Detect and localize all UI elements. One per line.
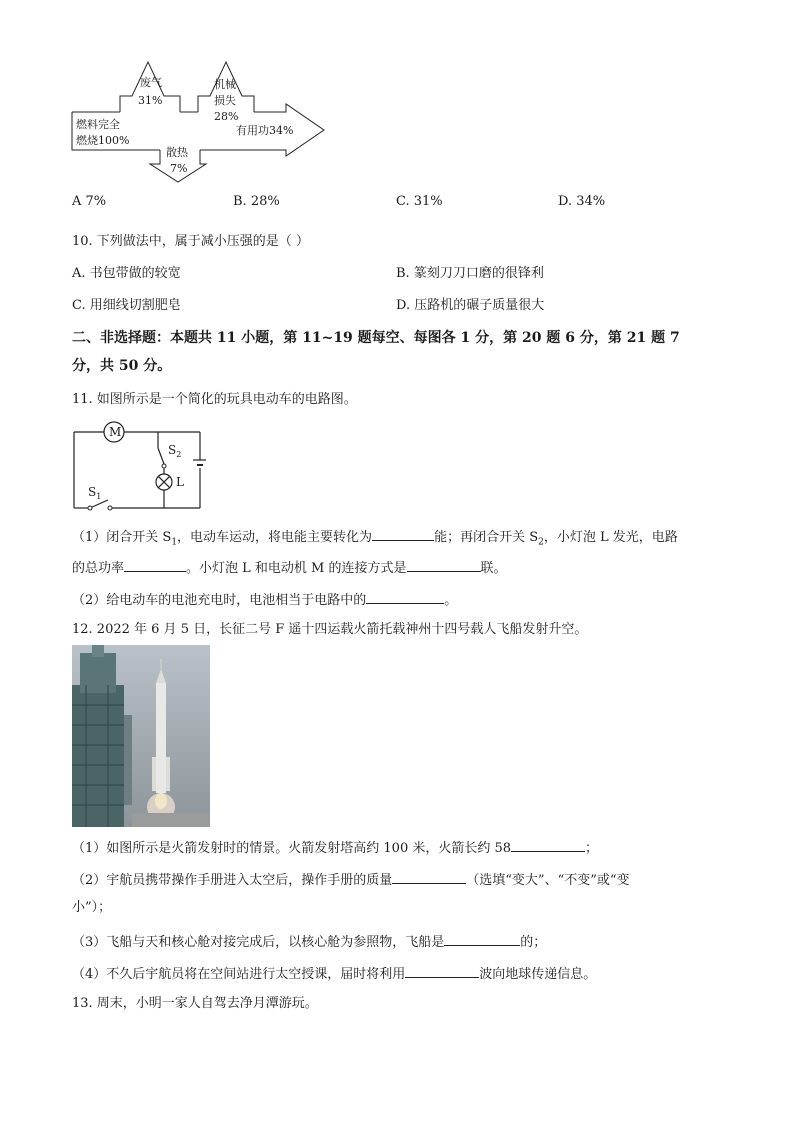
q12-part4: （4）不久后宇航员将在空间站进行太空授课，届时将利用 波向地球传递信息。: [72, 964, 596, 983]
q12-part1: （1）如图所示是火箭发射时的情景。火箭发射塔高约 100 米，火箭长约 58 ；: [72, 838, 598, 857]
q11-blank-power[interactable]: [124, 558, 186, 572]
q10-option-d: D. 压路机的碾子质量很大: [396, 298, 545, 313]
q9-option-a: A 7%: [72, 194, 107, 209]
exhaust-label: 废气: [140, 76, 162, 89]
q12-stem: 12. 2022 年 6 月 5 日，长征二号 F 遥十四运载火箭托载神州十四号载人飞船发射升空。: [72, 622, 588, 637]
exhaust-percent: 31%: [138, 94, 163, 107]
mechanical-percent: 28%: [214, 110, 239, 123]
motor-label: M: [109, 425, 122, 439]
q12-blank-wave[interactable]: [405, 964, 479, 978]
q12-part3: （3）飞船与天和核心舱对接完成后，以核心舱为参照物，飞船是 的；: [72, 932, 546, 951]
energy-flow-diagram: [68, 58, 330, 186]
mechanical-label-2: 损失: [214, 94, 236, 107]
q11-part1-line2: 的总功率 。小灯泡 L 和电动机 M 的连接方式是 联。: [72, 558, 507, 577]
q9-option-d: D. 34%: [558, 194, 606, 209]
q11-blank-connection[interactable]: [407, 558, 481, 572]
s2-label: $S_2$: [168, 443, 182, 459]
q9-option-b: B. 28%: [233, 194, 280, 209]
heat-label: 散热: [166, 146, 188, 159]
circuit-diagram: [70, 420, 206, 512]
mechanical-label-1: 机械: [214, 78, 236, 91]
lamp-label: L: [176, 475, 184, 489]
useful-label: 有用功34%: [236, 124, 294, 137]
q11-blank-battery[interactable]: [366, 590, 444, 604]
s1-label: $S_1$: [88, 485, 102, 501]
q13-stem: 13. 周末，小明一家人自驾去净月潭游玩。: [72, 996, 318, 1011]
input-label-1: 燃料完全: [76, 118, 120, 131]
input-label-2: 燃烧100%: [76, 134, 130, 147]
q12-blank-unit[interactable]: [511, 838, 585, 852]
rocket-launch-photo: [72, 645, 210, 827]
q10-option-a: A. 书包带做的较宽: [72, 266, 181, 281]
q11-part2: （2）给电动车的电池充电时，电池相当于电路中的 。: [72, 590, 457, 609]
section2-heading-line2: 分，共 50 分。: [72, 358, 172, 374]
q11-blank-energy[interactable]: [372, 527, 434, 541]
q12-blank-motion[interactable]: [444, 932, 520, 946]
q10-option-c: C. 用细线切割肥皂: [72, 298, 181, 313]
q12-part2-continued: 小”）；: [72, 900, 112, 915]
q12-part2: （2）宇航员携带操作手册进入太空后，操作手册的质量 （选填“变大”、“不变”或“变: [72, 870, 630, 889]
q9-option-c: C. 31%: [396, 194, 443, 209]
q10-option-b: B. 篆刻刀刀口磨的很锋利: [396, 266, 544, 281]
q11-part1-line1: （1）闭合开关 $S_1$，电动车运动，将电能主要转化为 能；再闭合开关 $S_2$，小灯泡 L 发光，电路: [72, 527, 678, 551]
q12-blank-mass[interactable]: [392, 870, 466, 884]
section2-heading-line1: 二、非选择题：本题共 11 小题，第 11~19 题每空、每图各 1 分，第 20 题 6 分，第 21 题 7: [72, 330, 680, 346]
heat-percent: 7%: [170, 162, 188, 175]
q11-stem: 11. 如图所示是一个简化的玩具电动车的电路图。: [72, 392, 357, 407]
q10-stem: 10. 下列做法中，属于减小压强的是（ ）: [72, 234, 309, 249]
